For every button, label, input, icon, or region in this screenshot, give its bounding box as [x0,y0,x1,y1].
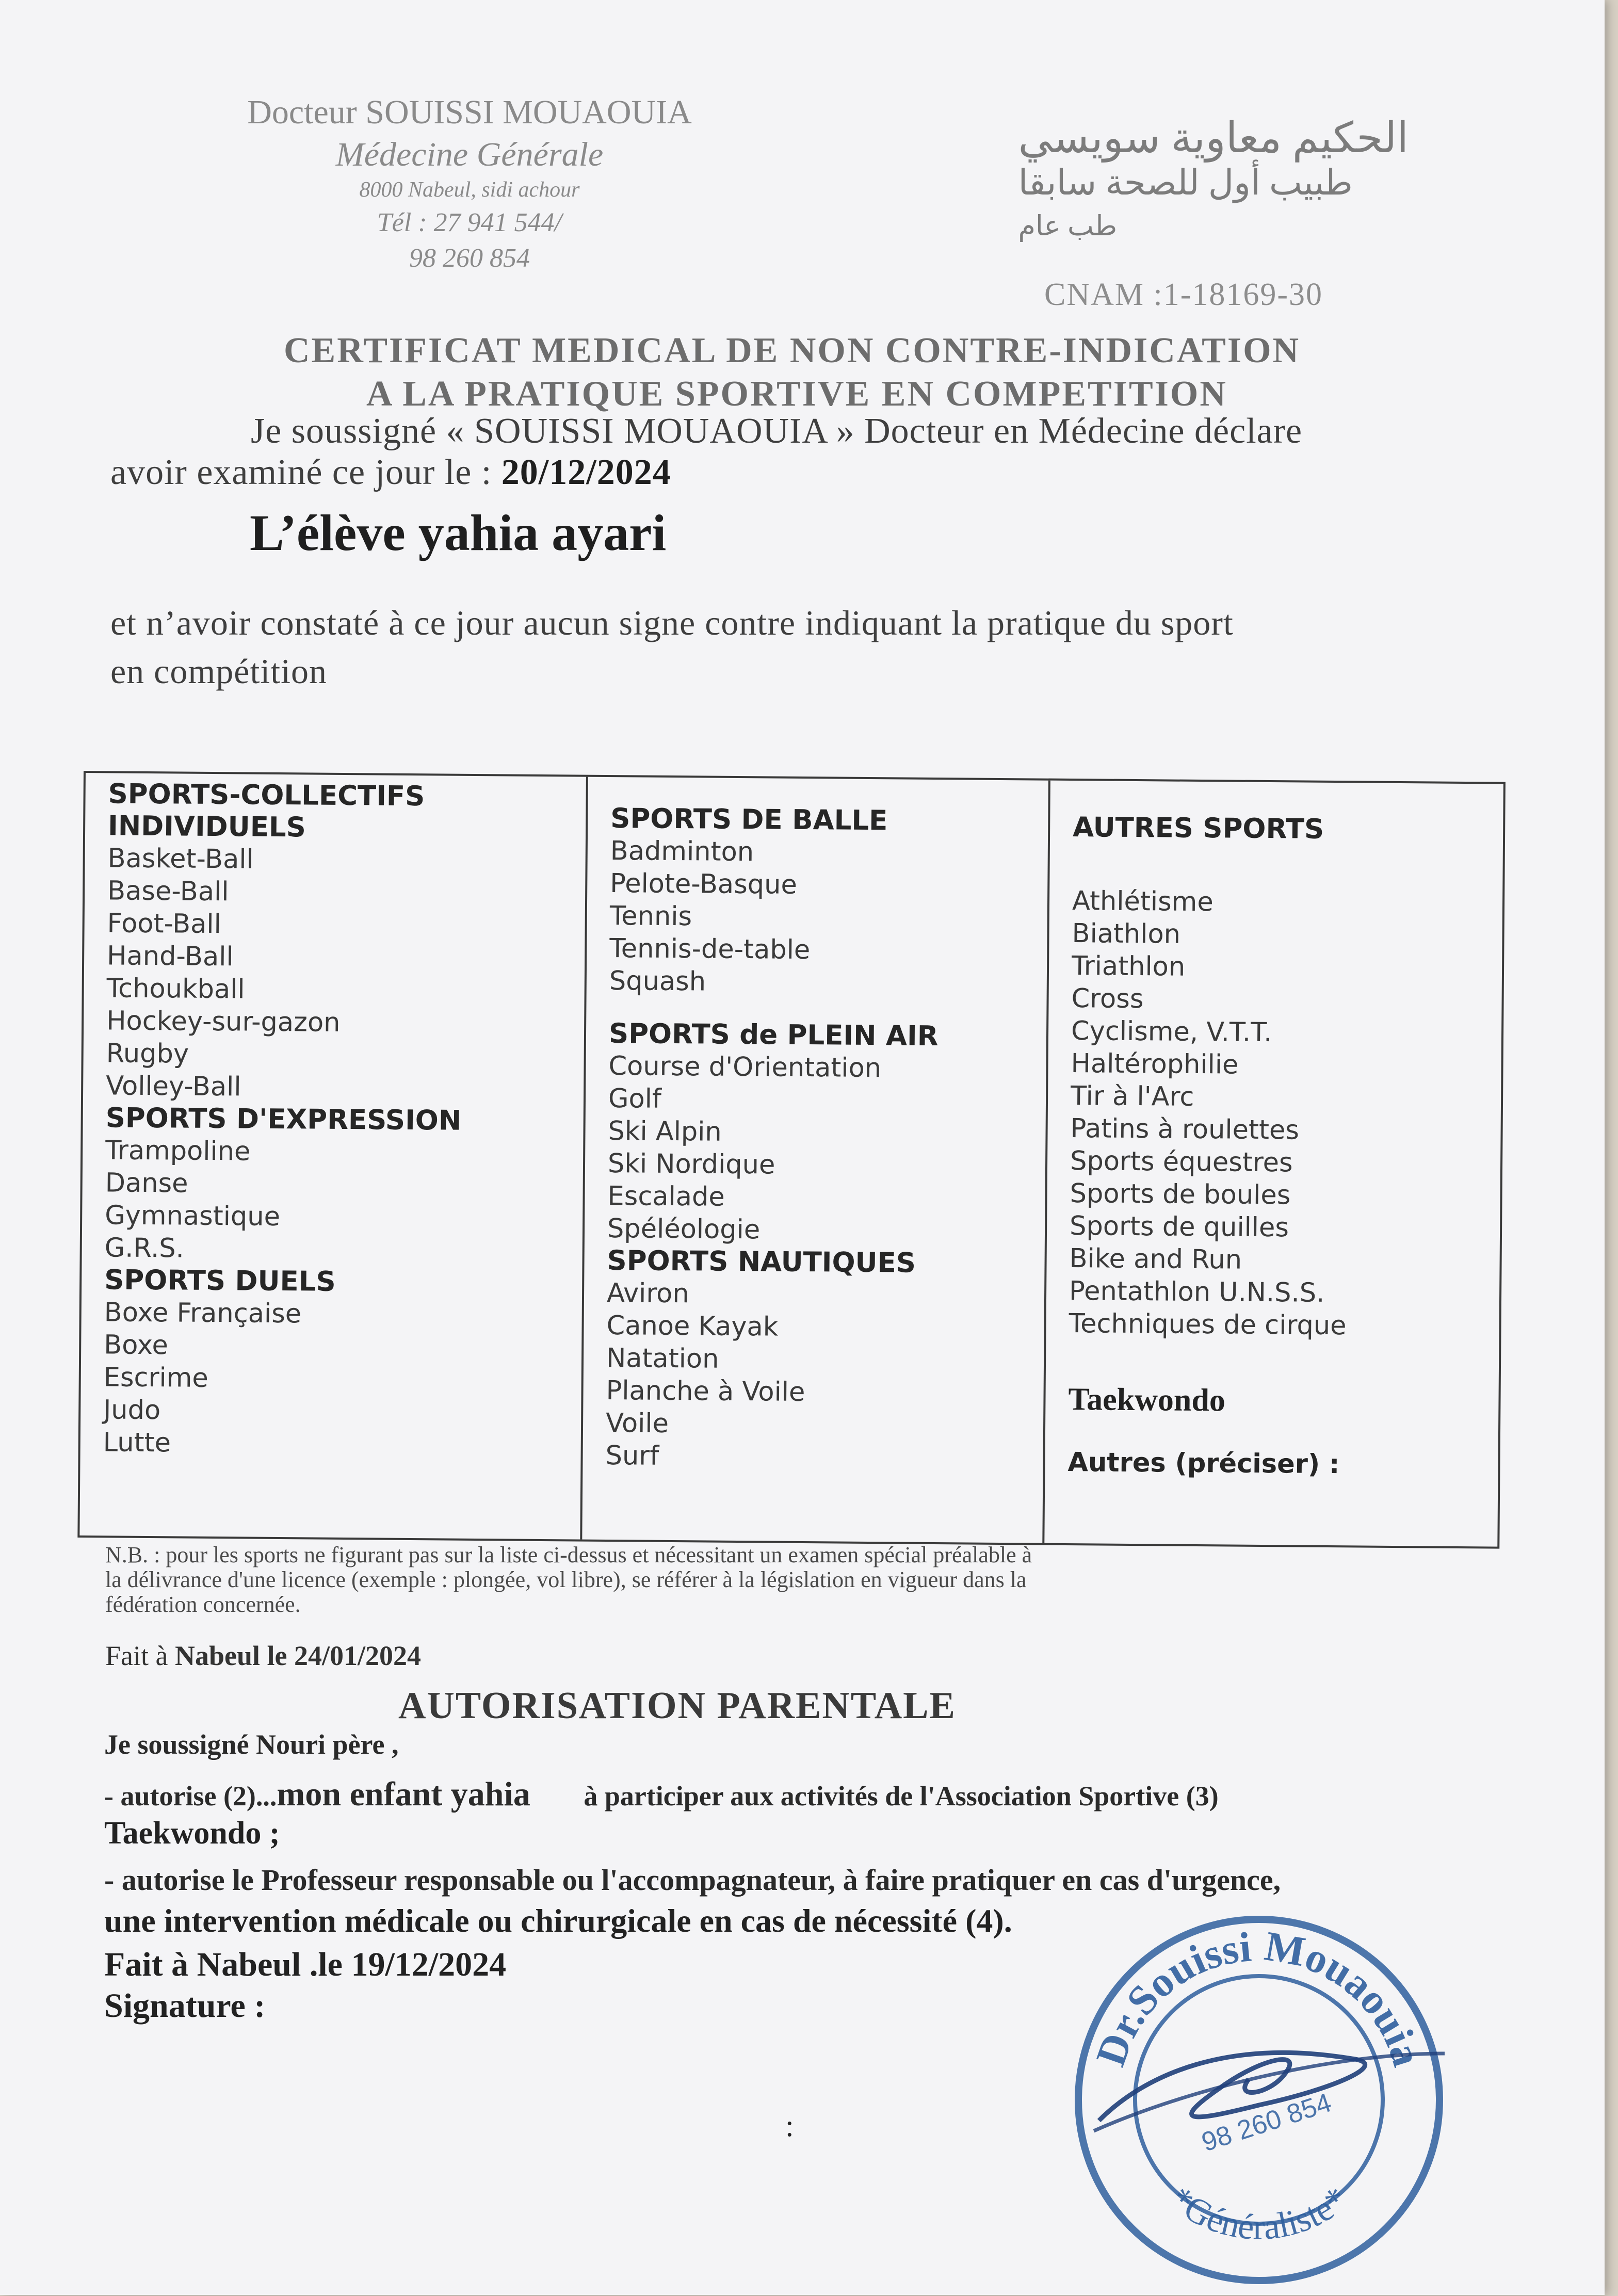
category-individuels: INDIVIDUELS [107,810,306,844]
stamp-phone: 98 260 854 [1198,2088,1335,2158]
list-item: Boxe [104,1330,169,1361]
list-item: Cross [1071,983,1144,1015]
fait-city: Nabeul [174,1640,261,1671]
list-item: Sports de boules [1070,1178,1291,1211]
list-item: Badminton [610,836,754,868]
association-sport: Taekwondo ; [104,1816,280,1851]
sports-column-balle [582,777,1050,1543]
doctor-specialty: Médecine Générale [335,136,604,173]
category-nautiques: SPORTS NAUTIQUES [607,1244,916,1279]
list-item: Base-Ball [107,876,229,908]
list-item: Sports équestres [1070,1146,1293,1178]
doctor-title-arabic: طبيب أول للصحة سابقا [1018,163,1353,202]
association-text: à participer aux activités de l'Association Sportive (3) [584,1781,1219,1812]
list-item: Sports de quilles [1069,1211,1289,1243]
list-item: Trampoline [105,1135,251,1167]
autorise-label: - autorise (2)... [104,1781,277,1812]
list-item: Volley-Ball [105,1071,241,1103]
list-item: Biathlon [1072,918,1181,950]
list-item: Lutte [103,1427,171,1459]
doctor-tel-2: 98 260 854 [409,244,530,273]
note-line-1: N.B. : pour les sports ne figurant pas sur la liste ci-dessus et nécessitant un examen spécial préalable à [105,1542,1032,1567]
fait-a-medical [105,1640,421,1672]
finding-line-2: en compétition [110,652,328,691]
list-item: Course d'Orientation [608,1051,882,1084]
list-item: Canoe Kayak [606,1310,779,1343]
list-item: Haltérophilie [1071,1048,1239,1080]
list-item: Squash [609,966,706,997]
exam-date: 20/12/2024 [501,452,671,492]
student-name: L’élève yahia ayari [250,504,667,561]
list-item: Ski Alpin [608,1116,722,1147]
doctor-name-arabic: الحكيم معاوية سويسي [1018,115,1409,161]
doctor-name: Docteur SOUISSI MOUAOUIA [247,93,692,131]
category-expression: SPORTS D'EXPRESSION [105,1102,462,1137]
list-item: Basket-Ball [107,843,254,875]
list-item: Techniques de cirque [1069,1308,1347,1341]
category-balle: SPORTS DE BALLE [610,803,888,837]
category-autres: AUTRES SPORTS [1072,812,1324,845]
list-item: Hockey-sur-gazon [106,1006,341,1038]
list-item: Natation [606,1343,719,1375]
list-item: Surf [605,1440,659,1472]
sports-column-collectifs [79,773,588,1540]
list-item: Voile [605,1408,669,1439]
autorisation-line-4: - autorise le Professeur responsable ou l'accompagnateur, à faire pratiquer en cas d'urgence, [104,1863,1281,1897]
note-line-2: la délivrance d'une licence (exemple : plongée, vol libre), se référer à la législation en vigueur dans la [105,1567,1027,1592]
declaration-line-2 [110,452,671,493]
sports-table [77,771,1506,1549]
list-item: Hand-Ball [106,941,234,973]
list-item: Rugby [106,1038,189,1070]
doctor-header-left [222,93,717,273]
fait-label: Fait à [105,1640,175,1671]
finding-line-1: et n’avoir constaté à ce jour aucun signe contre indiquant la pratique du sport [110,603,1234,642]
list-item: Judo [103,1395,161,1426]
stamp-bottom-text: *Généraliste* [1162,2179,1356,2248]
doctor-specialty-arabic: طب عام [1018,211,1118,241]
signature-label: Signature : [104,1987,266,2025]
certificate-title-line-2: A LA PRATIQUE SPORTIVE EN COMPETITION [366,374,1227,414]
stamp-top-text: Dr.Souissi Mouaouia [1087,1922,1431,2072]
category-duels: SPORTS DUELS [104,1264,336,1298]
list-item: Boxe Française [104,1297,302,1330]
doctor-header-right [1018,114,1409,242]
list-item: Planche à Voile [606,1375,805,1408]
note [105,1543,1032,1617]
note-line-3: fédération concernée. [105,1592,301,1617]
child-name: mon enfant yahia [277,1775,530,1813]
doctor-address: 8000 Nabeul, sidi achour [359,178,580,202]
autorisation-line-1: Je soussigné Nouri père , [104,1729,399,1760]
certificate-title-line-1: CERTIFICAT MEDICAL DE NON CONTRE-INDICATION [284,331,1301,370]
list-item: Danse [105,1168,188,1199]
list-item: Tir à l'Arc [1070,1081,1194,1112]
sports-column-autres [1044,781,1503,1547]
fait-date: le 24/01/2024 [260,1640,422,1671]
autorisation-fait: Fait à Nabeul .le 19/12/2024 [104,1946,507,1983]
autorisation-title: AUTORISATION PARENTALE [398,1685,956,1727]
list-item: G.R.S. [104,1233,185,1264]
list-item: Gymnastique [105,1200,281,1233]
list-item: Ski Nordique [607,1149,775,1181]
list-item: Golf [608,1084,662,1114]
autres-preciser-label: Autres (préciser) : [1067,1447,1340,1480]
signature-colon: : [785,2109,794,2143]
autorisation-line-5: une intervention médicale ou chirurgicale en cas de nécessité (4). [104,1902,1012,1939]
list-item: Patins à roulettes [1070,1113,1300,1146]
autorisation-line-2 [104,1775,1219,1814]
category-plein-air: SPORTS de PLEIN AIR [608,1018,939,1053]
list-item: Foot-Ball [107,908,221,940]
cnam-number: CNAM :1-18169-30 [1044,277,1323,312]
list-item: Pelote-Basque [610,868,798,900]
list-item: Pentathlon U.N.S.S. [1069,1276,1325,1308]
category-collectifs: SPORTS-COLLECTIFS [108,778,425,813]
list-item: Athlétisme [1072,886,1214,918]
list-item: Bike and Run [1069,1243,1242,1275]
doctor-tel-1: Tél : 27 941 544/ [377,208,562,237]
selected-sport: Taekwondo [1068,1382,1226,1418]
list-item: Aviron [606,1278,689,1309]
list-item: Tennis [609,901,692,932]
list-item: Tennis-de-table [609,933,811,966]
list-item: Escalade [607,1181,725,1212]
list-item: Tchoukball [106,973,245,1005]
list-item: Cyclisme, V.T.T. [1071,1016,1272,1048]
declaration-line-1: Je soussigné « SOUISSI MOUAOUIA » Docteur en Médecine déclare [251,411,1303,451]
doctor-stamp [1063,1904,1455,2296]
exam-label: avoir examiné ce jour le : [110,452,501,492]
list-item: Triathlon [1071,951,1186,982]
list-item: Spéléologie [607,1214,761,1246]
list-item: Escrime [103,1362,209,1394]
